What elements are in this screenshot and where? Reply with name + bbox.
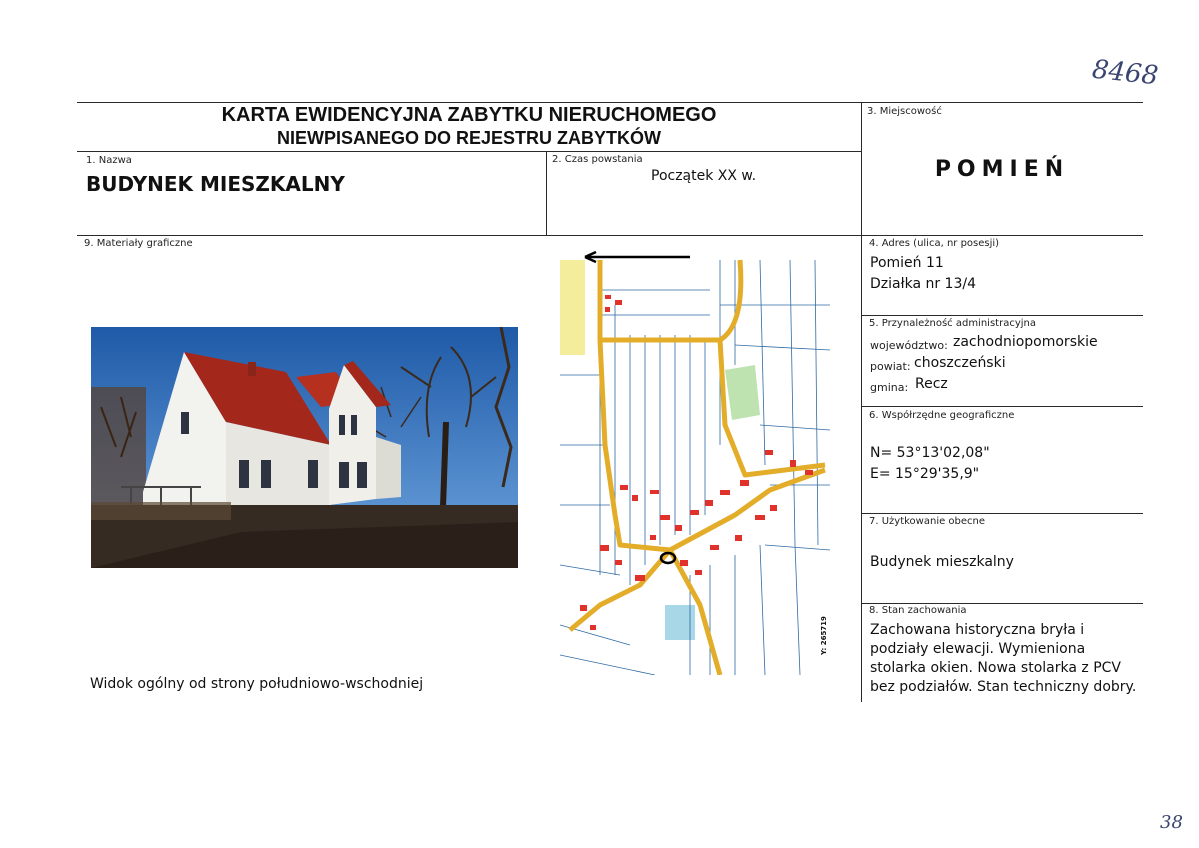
form-title-line1: KARTA EWIDENCYJNA ZABYTKU NIERUCHOMEGO xyxy=(221,104,717,126)
coords-label: 6. Współrzędne geograficzne xyxy=(869,410,1015,421)
locality-value: POMIEŃ xyxy=(934,157,1070,182)
form-title-line2: NIEWPISANEGO DO REJESTRU ZABYTKÓW xyxy=(276,128,662,148)
locality-label: 3. Miejscowość xyxy=(867,106,942,117)
rule-admin xyxy=(861,406,1143,407)
graphics-label: 9. Materiały graficzne xyxy=(84,238,193,249)
chimney xyxy=(248,362,256,376)
photo-caption: Widok ogólny od strony południowo-wschodniej xyxy=(90,676,424,692)
commune-value: Recz xyxy=(915,376,948,392)
map-side-number: Y: 265719 xyxy=(820,616,828,655)
divider-locality xyxy=(861,102,862,702)
district-label: powiat: xyxy=(870,360,911,373)
rule-coords xyxy=(861,513,1143,514)
page-number: 38 xyxy=(1160,812,1183,833)
period-label: 2. Czas powstania xyxy=(552,154,643,165)
rule-address xyxy=(861,315,1143,316)
address-line1: Pomień 11 xyxy=(870,255,944,271)
rule-main xyxy=(77,235,1143,236)
address-label: 4. Adres (ulica, nr posesji) xyxy=(869,238,1000,249)
house-annex xyxy=(376,437,401,499)
coords-n: N= 53°13'02,08" xyxy=(870,445,990,461)
commune-label: gmina: xyxy=(870,381,909,394)
grass xyxy=(91,502,231,520)
condition-line: Zachowana historyczna bryła i xyxy=(870,622,1085,638)
condition-line: bez podziałów. Stan techniczny dobry. xyxy=(870,679,1137,695)
condition-line: podziały elewacji. Wymieniona xyxy=(870,641,1086,657)
field-yellow xyxy=(560,260,585,355)
building-photo xyxy=(91,327,518,568)
name-value: BUDYNEK MIESZKALNY xyxy=(86,172,345,196)
voivodeship-value: zachodniopomorskie xyxy=(953,334,1098,350)
cadastral-map xyxy=(560,245,830,675)
admin-label: 5. Przynależność administracyjna xyxy=(869,318,1036,329)
usage-value: Budynek mieszkalny xyxy=(870,554,1014,570)
rule-under-title xyxy=(77,151,861,152)
pond-blue xyxy=(665,605,695,640)
address-line2: Działka nr 13/4 xyxy=(870,276,976,292)
voivodeship-label: województwo: xyxy=(870,339,948,352)
divider-name-period xyxy=(546,151,547,235)
condition-label: 8. Stan zachowania xyxy=(869,605,967,616)
district-value: choszczeński xyxy=(914,355,1006,371)
name-label: 1. Nazwa xyxy=(86,155,132,166)
top-rule xyxy=(77,102,1143,103)
period-value: Początek XX w. xyxy=(651,168,757,184)
coords-e: E= 15°29'35,9" xyxy=(870,466,980,482)
usage-label: 7. Użytkowanie obecne xyxy=(869,516,986,527)
rule-usage xyxy=(861,603,1143,604)
condition-line: stolarka okien. Nowa stolarka z PCV xyxy=(870,660,1121,676)
inventory-mark: 8468 xyxy=(1090,54,1160,92)
